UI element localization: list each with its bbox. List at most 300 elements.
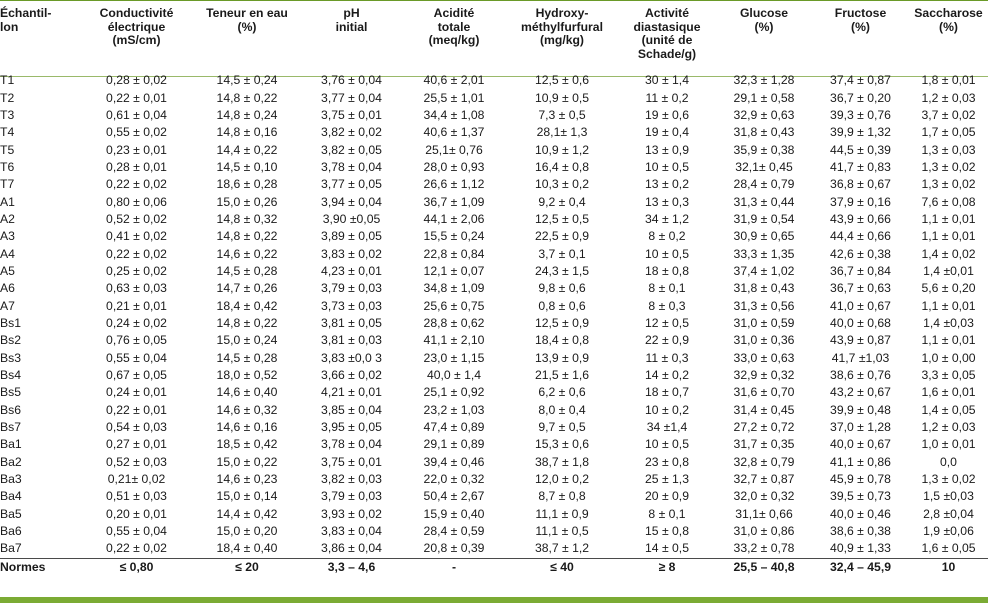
cell-acidite: 20,8 ± 0,39	[423, 541, 485, 556]
norme-teneur-eau: ≤ 20	[193, 558, 301, 577]
cell-fructose: 36,7 ± 0,20	[830, 90, 891, 105]
cell-acidite: 25,6 ± 0,75	[423, 298, 485, 313]
table-row	[0, 315, 988, 332]
cell-conductivite: 0,21 ± 0,01	[106, 298, 167, 313]
cell-acidite: 29,1 ± 0,89	[423, 437, 485, 452]
cell-fructose: 44,5 ± 0,39	[830, 142, 891, 157]
cell-echantillon: A3	[0, 229, 15, 244]
cell-teneur-eau: 15,0 ± 0,14	[216, 489, 278, 504]
cell-conductivite: 0,52 ± 0,02	[106, 211, 167, 226]
cell-teneur-eau: 14,6 ± 0,32	[216, 402, 278, 417]
cell-echantillon: Bs5	[0, 385, 22, 400]
cell-teneur-eau: 14,6 ± 0,40	[216, 385, 278, 400]
cell-saccharose: 3,7 ± 0,02	[921, 107, 976, 122]
cell-glucose: 31,4 ± 0,45	[733, 402, 795, 417]
col-header-ph: pH initial	[335, 6, 368, 34]
cell-ph: 3,73 ± 0,03	[321, 298, 382, 313]
col-header-fructose: Fructose (%)	[834, 6, 887, 34]
cell-saccharose: 3,3 ± 0,05	[921, 368, 976, 383]
cell-conductivite: 0,54 ± 0,03	[106, 420, 167, 435]
table-row	[0, 263, 988, 280]
cell-ph: 3,77 ± 0,05	[321, 177, 382, 192]
cell-ph: 3,81 ± 0,05	[321, 315, 382, 330]
table-row	[0, 419, 988, 436]
norme-ph: 3,3 – 4,6	[301, 558, 402, 577]
cell-echantillon: Ba4	[0, 489, 22, 504]
cell-hmf: 12,5 ± 0,5	[534, 211, 590, 226]
cell-activite-diastasique: 10 ± 0,2	[645, 402, 689, 417]
cell-activite-diastasique: 13 ± 0,2	[645, 177, 689, 192]
cell-echantillon: T4	[0, 125, 15, 140]
cell-teneur-eau: 14,8 ± 0,24	[216, 107, 278, 122]
cell-hmf: 38,7 ± 1,8	[534, 454, 590, 469]
cell-echantillon: T5	[0, 142, 15, 157]
cell-ph: 3,93 ± 0,02	[321, 506, 382, 521]
cell-ph: 3,76 ± 0,04	[321, 73, 382, 88]
cell-fructose: 40,9 ± 1,33	[830, 541, 891, 556]
cell-hmf: 9,2 ± 0,4	[538, 194, 586, 209]
cell-fructose: 39,5 ± 0,73	[830, 489, 891, 504]
cell-saccharose: 0,0	[940, 454, 957, 469]
cell-acidite: 47,4 ± 0,89	[423, 420, 485, 435]
cell-conductivite: 0,20 ± 0,01	[106, 506, 167, 521]
cell-echantillon: A1	[0, 194, 15, 209]
cell-saccharose: 1,8 ± 0,01	[921, 73, 976, 88]
cell-fructose: 39,3 ± 0,76	[830, 107, 891, 122]
cell-glucose: 31,3 ± 0,56	[733, 298, 795, 313]
cell-echantillon: Bs4	[0, 368, 22, 383]
norme-echantillon: Normes	[0, 558, 80, 577]
cell-echantillon: T7	[0, 177, 15, 192]
cell-acidite: 44,1 ± 2,06	[423, 211, 485, 226]
cell-hmf: 10,3 ± 0,2	[534, 177, 590, 192]
cell-ph: 3,79 ± 0,03	[321, 281, 382, 296]
cell-ph: 4,21 ± 0,01	[321, 385, 382, 400]
cell-echantillon: A7	[0, 298, 15, 313]
cell-conductivite: 0,67 ± 0,05	[106, 368, 167, 383]
cell-teneur-eau: 14,7 ± 0,26	[216, 281, 278, 296]
cell-fructose: 40,0 ± 0,68	[830, 315, 891, 330]
cell-echantillon: Bs2	[0, 333, 22, 348]
cell-conductivite: 0,22 ± 0,02	[106, 541, 167, 556]
table-row	[0, 193, 988, 210]
table-row	[0, 141, 988, 158]
table-row	[0, 72, 988, 89]
cell-saccharose: 1,4 ± 0,05	[921, 402, 976, 417]
cell-acidite: 34,8 ± 1,09	[423, 281, 485, 296]
table-row	[0, 523, 988, 540]
cell-activite-diastasique: 10 ± 0,5	[645, 437, 689, 452]
cell-ph: 3,79 ± 0,03	[321, 489, 382, 504]
cell-conductivite: 0,80 ± 0,06	[106, 194, 167, 209]
cell-ph: 3,85 ± 0,04	[321, 402, 382, 417]
cell-saccharose: 1,2 ± 0,03	[921, 420, 976, 435]
cell-saccharose: 1,3 ± 0,02	[921, 177, 976, 192]
table-row	[0, 350, 988, 367]
cell-ph: 3,86 ± 0,04	[321, 541, 382, 556]
cell-hmf: 28,1± 1,3	[536, 125, 588, 140]
table-row	[0, 506, 988, 523]
cell-activite-diastasique: 18 ± 0,8	[645, 263, 689, 278]
norme-saccharose: 10	[909, 558, 988, 577]
cell-hmf: 38,7 ± 1,2	[534, 541, 590, 556]
cell-teneur-eau: 14,8 ± 0,16	[216, 125, 278, 140]
cell-acidite: 28,8 ± 0,62	[423, 315, 485, 330]
table-row	[0, 540, 988, 558]
cell-activite-diastasique: 34 ± 1,2	[645, 211, 689, 226]
cell-ph: 3,66 ± 0,02	[321, 368, 382, 383]
table-row	[0, 332, 988, 349]
cell-fructose: 37,9 ± 0,16	[830, 194, 891, 209]
cell-ph: 3,89 ± 0,05	[321, 229, 382, 244]
cell-saccharose: 1,6 ± 0,01	[921, 385, 976, 400]
cell-hmf: 9,7 ± 0,5	[538, 420, 586, 435]
cell-activite-diastasique: 18 ± 0,7	[645, 385, 689, 400]
cell-activite-diastasique: 10 ± 0,5	[645, 159, 689, 174]
cell-acidite: 28,4 ± 0,59	[423, 524, 485, 539]
cell-teneur-eau: 14,5 ± 0,10	[216, 159, 278, 174]
cell-acidite: 12,1 ± 0,07	[423, 263, 485, 278]
col-header-hmf: Hydroxy- méthylfurfural (mg/kg)	[521, 6, 603, 48]
cell-teneur-eau: 14,5 ± 0,28	[216, 263, 278, 278]
cell-acidite: 39,4 ± 0,46	[423, 454, 485, 469]
cell-ph: 3,77 ± 0,04	[321, 90, 382, 105]
cell-activite-diastasique: 34 ±1,4	[646, 420, 688, 435]
cell-saccharose: 1,1 ± 0,01	[921, 211, 976, 226]
cell-saccharose: 1,4 ± 0,02	[921, 246, 976, 261]
cell-teneur-eau: 14,4 ± 0,42	[216, 506, 278, 521]
cell-echantillon: Ba2	[0, 454, 22, 469]
norme-acidite: -	[402, 558, 506, 577]
cell-fructose: 41,0 ± 0,67	[830, 298, 891, 313]
cell-glucose: 31,0 ± 0,36	[733, 333, 795, 348]
col-header-saccharose: Saccharose (%)	[914, 6, 983, 34]
cell-conductivite: 0,55 ± 0,04	[106, 524, 167, 539]
cell-acidite: 23,2 ± 1,03	[423, 402, 485, 417]
cell-conductivite: 0,21± 0,02	[107, 472, 166, 487]
cell-teneur-eau: 15,0 ± 0,24	[216, 333, 278, 348]
cell-activite-diastasique: 20 ± 0,9	[645, 489, 689, 504]
cell-activite-diastasique: 13 ± 0,9	[645, 142, 689, 157]
cell-ph: 3,94 ± 0,04	[321, 194, 382, 209]
cell-glucose: 32,1± 0,45	[735, 159, 793, 174]
cell-echantillon: Bs1	[0, 315, 22, 330]
cell-fructose: 37,4 ± 0,87	[830, 73, 891, 88]
cell-fructose: 41,7 ± 0,83	[830, 159, 891, 174]
cell-activite-diastasique: 11 ± 0,3	[645, 350, 689, 365]
cell-hmf: 3,7 ± 0,1	[538, 246, 586, 261]
cell-ph: 3,81 ± 0,03	[321, 333, 382, 348]
norme-glucose: 25,5 – 40,8	[716, 558, 812, 577]
cell-activite-diastasique: 12 ± 0,5	[645, 315, 689, 330]
cell-hmf: 16,4 ± 0,8	[534, 159, 590, 174]
cell-conductivite: 0,24 ± 0,01	[106, 385, 167, 400]
cell-teneur-eau: 14,8 ± 0,22	[216, 90, 278, 105]
cell-glucose: 32,8 ± 0,79	[733, 454, 795, 469]
cell-saccharose: 1,0 ± 0,00	[921, 350, 976, 365]
cell-activite-diastasique: 14 ± 0,5	[645, 541, 689, 556]
top-rule	[0, 0, 988, 1]
cell-echantillon: A5	[0, 263, 15, 278]
table-row	[0, 124, 988, 141]
cell-ph: 3,82 ± 0,05	[321, 142, 382, 157]
cell-fructose: 38,6 ± 0,76	[830, 368, 891, 383]
cell-glucose: 32,0 ± 0,32	[733, 489, 795, 504]
cell-conductivite: 0,63 ± 0,03	[106, 281, 167, 296]
cell-hmf: 6,2 ± 0,6	[538, 385, 586, 400]
norme-conductivite: ≤ 0,80	[80, 558, 193, 577]
cell-glucose: 27,2 ± 0,72	[733, 420, 795, 435]
cell-saccharose: 7,6 ± 0,08	[921, 194, 976, 209]
cell-activite-diastasique: 8 ± 0,1	[648, 281, 686, 296]
cell-hmf: 8,0 ± 0,4	[538, 402, 586, 417]
cell-acidite: 40,6 ± 2,01	[423, 73, 485, 88]
cell-hmf: 10,9 ± 0,5	[534, 90, 590, 105]
cell-fructose: 40,0 ± 0,67	[830, 437, 891, 452]
bottom-rule	[0, 597, 988, 603]
cell-ph: 3,95 ± 0,05	[321, 420, 382, 435]
cell-hmf: 24,3 ± 1,5	[534, 263, 590, 278]
cell-teneur-eau: 18,5 ± 0,42	[216, 437, 278, 452]
cell-hmf: 13,9 ± 0,9	[534, 350, 590, 365]
cell-conductivite: 0,52 ± 0,03	[106, 454, 167, 469]
cell-echantillon: Ba3	[0, 472, 22, 487]
cell-fructose: 36,8 ± 0,67	[830, 177, 891, 192]
table-row	[0, 402, 988, 419]
cell-teneur-eau: 14,6 ± 0,23	[216, 472, 278, 487]
cell-teneur-eau: 14,4 ± 0,22	[216, 142, 278, 157]
cell-glucose: 37,4 ± 1,02	[733, 263, 795, 278]
cell-conductivite: 0,76 ± 0,05	[106, 333, 167, 348]
table-row	[0, 454, 988, 471]
cell-activite-diastasique: 13 ± 0,3	[645, 194, 689, 209]
cell-echantillon: Bs6	[0, 402, 22, 417]
cell-activite-diastasique: 19 ± 0,6	[645, 107, 689, 122]
cell-echantillon: Ba6	[0, 524, 22, 539]
header-row	[0, 2, 988, 72]
cell-saccharose: 1,1 ± 0,01	[921, 298, 976, 313]
cell-glucose: 32,3 ± 1,28	[733, 73, 795, 88]
cell-saccharose: 1,1 ± 0,01	[921, 333, 976, 348]
cell-acidite: 15,9 ± 0,40	[423, 506, 485, 521]
cell-fructose: 39,9 ± 0,48	[830, 402, 891, 417]
cell-conductivite: 0,55 ± 0,02	[106, 125, 167, 140]
cell-teneur-eau: 14,5 ± 0,28	[216, 350, 278, 365]
cell-acidite: 50,4 ± 2,67	[423, 489, 485, 504]
table-row	[0, 228, 988, 245]
cell-teneur-eau: 18,6 ± 0,28	[216, 177, 278, 192]
cell-activite-diastasique: 19 ± 0,4	[645, 125, 689, 140]
cell-ph: 3,83 ± 0,04	[321, 524, 382, 539]
table-row	[0, 245, 988, 262]
table-row	[0, 176, 988, 193]
cell-saccharose: 1,3 ± 0,02	[921, 472, 976, 487]
cell-acidite: 25,1 ± 0,92	[423, 385, 485, 400]
cell-hmf: 18,4 ± 0,8	[534, 333, 590, 348]
cell-fructose: 40,0 ± 0,46	[830, 506, 891, 521]
col-header-teneur-eau: Teneur en eau (%)	[206, 6, 288, 34]
cell-ph: 3,90 ±0,05	[322, 211, 381, 226]
cell-acidite: 25,1± 0,76	[425, 142, 483, 157]
cell-hmf: 12,0 ± 0,2	[534, 472, 590, 487]
cell-fructose: 36,7 ± 0,84	[830, 263, 891, 278]
cell-glucose: 31,0 ± 0,86	[733, 524, 795, 539]
cell-glucose: 28,4 ± 0,79	[733, 177, 795, 192]
cell-glucose: 32,9 ± 0,32	[733, 368, 795, 383]
cell-glucose: 31,3 ± 0,44	[733, 194, 795, 209]
cell-echantillon: Bs3	[0, 350, 22, 365]
cell-fructose: 37,0 ± 1,28	[830, 420, 891, 435]
cell-glucose: 32,9 ± 0,63	[733, 107, 795, 122]
cell-ph: 3,75 ± 0,01	[321, 107, 382, 122]
cell-saccharose: 1,4 ±0,03	[923, 315, 974, 330]
cell-echantillon: T2	[0, 90, 15, 105]
cell-conductivite: 0,51 ± 0,03	[106, 489, 167, 504]
table-row	[0, 297, 988, 314]
table-row	[0, 436, 988, 453]
cell-activite-diastasique: 25 ± 1,3	[645, 472, 689, 487]
cell-echantillon: A6	[0, 281, 15, 296]
cell-hmf: 9,8 ± 0,6	[538, 281, 586, 296]
cell-ph: 3,78 ± 0,04	[321, 159, 382, 174]
cell-echantillon: T1	[0, 73, 15, 88]
cell-echantillon: Ba1	[0, 437, 22, 452]
norme-fructose: 32,4 – 45,9	[812, 558, 909, 577]
cell-teneur-eau: 15,0 ± 0,22	[216, 454, 278, 469]
cell-glucose: 31,7 ± 0,35	[733, 437, 795, 452]
cell-hmf: 12,5 ± 0,9	[534, 315, 590, 330]
cell-fructose: 43,9 ± 0,87	[830, 333, 891, 348]
cell-conductivite: 0,27 ± 0,01	[106, 437, 167, 452]
cell-teneur-eau: 14,8 ± 0,22	[216, 229, 278, 244]
col-header-activite-diastasique: Activité diastasique (unité de Schade/g)	[633, 6, 701, 61]
col-header-conductivite: Conductivité électrique (mS/cm)	[99, 6, 174, 48]
cell-fructose: 38,6 ± 0,38	[830, 524, 891, 539]
cell-conductivite: 0,22 ± 0,02	[106, 246, 167, 261]
col-header-glucose: Glucose (%)	[739, 6, 789, 34]
cell-activite-diastasique: 11 ± 0,2	[645, 90, 689, 105]
cell-saccharose: 1,9 ±0,06	[923, 524, 974, 539]
cell-ph: 3,83 ± 0,02	[321, 246, 382, 261]
cell-fructose: 39,9 ± 1,32	[830, 125, 891, 140]
table-row	[0, 280, 988, 297]
cell-saccharose: 1,5 ±0,03	[923, 489, 974, 504]
cell-saccharose: 1,6 ± 0,05	[921, 541, 976, 556]
cell-conductivite: 0,22 ± 0,01	[106, 402, 167, 417]
cell-teneur-eau: 14,6 ± 0,16	[216, 420, 278, 435]
cell-saccharose: 1,0 ± 0,01	[921, 437, 976, 452]
norme-activite-diastasique: ≥ 8	[618, 558, 716, 577]
cell-echantillon: T6	[0, 159, 15, 174]
cell-teneur-eau: 14,5 ± 0,24	[216, 73, 278, 88]
cell-hmf: 7,3 ± 0,5	[538, 107, 586, 122]
cell-fructose: 41,7 ±1,03	[831, 350, 890, 365]
cell-activite-diastasique: 23 ± 0,8	[645, 454, 689, 469]
cell-ph: 3,82 ± 0,02	[321, 125, 382, 140]
cell-hmf: 21,5 ± 1,6	[534, 368, 590, 383]
cell-conductivite: 0,22 ± 0,02	[106, 177, 167, 192]
cell-conductivite: 0,61 ± 0,04	[106, 107, 167, 122]
cell-saccharose: 1,3 ± 0,02	[921, 159, 976, 174]
table-row	[0, 159, 988, 176]
cell-acidite: 40,0 ± 1,4	[426, 368, 482, 383]
cell-fructose: 42,6 ± 0,38	[830, 246, 891, 261]
norme-hmf: ≤ 40	[506, 558, 618, 577]
cell-glucose: 33,2 ± 0,78	[733, 541, 795, 556]
cell-teneur-eau: 15,0 ± 0,26	[216, 194, 278, 209]
cell-conductivite: 0,28 ± 0,02	[106, 73, 167, 88]
cell-fructose: 43,2 ± 0,67	[830, 385, 891, 400]
cell-teneur-eau: 18,4 ± 0,42	[216, 298, 278, 313]
cell-activite-diastasique: 8 ± 0,1	[648, 506, 686, 521]
cell-echantillon: Ba7	[0, 541, 22, 556]
cell-conductivite: 0,55 ± 0,04	[106, 350, 167, 365]
cell-saccharose: 1,7 ± 0,05	[921, 125, 976, 140]
cell-hmf: 8,7 ± 0,8	[538, 489, 586, 504]
cell-ph: 3,75 ± 0,01	[321, 454, 382, 469]
cell-ph: 3,83 ±0,0 3	[321, 350, 382, 365]
cell-glucose: 30,9 ± 0,65	[733, 229, 795, 244]
cell-hmf: 11,1 ± 0,5	[535, 524, 589, 539]
cell-conductivite: 0,41 ± 0,02	[106, 229, 167, 244]
cell-acidite: 23,0 ± 1,15	[423, 350, 485, 365]
cell-conductivite: 0,25 ± 0,02	[106, 263, 167, 278]
cell-teneur-eau: 14,8 ± 0,32	[216, 211, 278, 226]
cell-hmf: 0,8 ± 0,6	[538, 298, 586, 313]
cell-echantillon: A4	[0, 246, 15, 261]
cell-fructose: 43,9 ± 0,66	[830, 211, 891, 226]
cell-acidite: 40,6 ± 1,37	[423, 125, 485, 140]
cell-activite-diastasique: 8 ± 0,3	[648, 298, 686, 313]
data-table	[0, 2, 988, 577]
table-row	[0, 367, 988, 384]
cell-glucose: 32,7 ± 0,87	[733, 472, 795, 487]
cell-glucose: 33,3 ± 1,35	[733, 246, 795, 261]
cell-glucose: 35,9 ± 0,38	[733, 142, 795, 157]
cell-conductivite: 0,28 ± 0,01	[106, 159, 167, 174]
cell-fructose: 36,7 ± 0,63	[830, 281, 891, 296]
cell-glucose: 31,8 ± 0,43	[733, 281, 795, 296]
cell-activite-diastasique: 22 ± 0,9	[645, 333, 689, 348]
cell-echantillon: A2	[0, 211, 15, 226]
table-row	[0, 211, 988, 228]
cell-glucose: 31,9 ± 0,54	[733, 211, 795, 226]
cell-fructose: 44,4 ± 0,66	[830, 229, 891, 244]
cell-activite-diastasique: 14 ± 0,2	[645, 368, 689, 383]
cell-ph: 3,82 ± 0,03	[321, 472, 382, 487]
cell-saccharose: 1,2 ± 0,03	[921, 90, 976, 105]
cell-saccharose: 2,8 ±0,04	[923, 506, 974, 521]
cell-conductivite: 0,23 ± 0,01	[106, 142, 167, 157]
cell-fructose: 45,9 ± 0,78	[830, 472, 891, 487]
table-row	[0, 107, 988, 124]
cell-acidite: 25,5 ± 1,01	[423, 90, 485, 105]
cell-hmf: 15,3 ± 0,6	[534, 437, 590, 452]
cell-acidite: 41,1 ± 2,10	[423, 333, 485, 348]
cell-echantillon: T3	[0, 107, 15, 122]
cell-teneur-eau: 18,4 ± 0,40	[216, 541, 278, 556]
cell-teneur-eau: 15,0 ± 0,20	[216, 524, 278, 539]
cell-saccharose: 1,3 ± 0,03	[921, 142, 976, 157]
cell-glucose: 33,0 ± 0,63	[733, 350, 795, 365]
cell-conductivite: 0,22 ± 0,01	[106, 90, 167, 105]
cell-hmf: 11,1 ± 0,9	[535, 506, 589, 521]
col-header-acidite: Acidité totale (meq/kg)	[428, 6, 480, 48]
cell-hmf: 12,5 ± 0,6	[534, 73, 590, 88]
cell-acidite: 36,7 ± 1,09	[423, 194, 485, 209]
cell-activite-diastasique: 30 ± 1,4	[645, 73, 689, 88]
cell-ph: 4,23 ± 0,01	[321, 263, 382, 278]
